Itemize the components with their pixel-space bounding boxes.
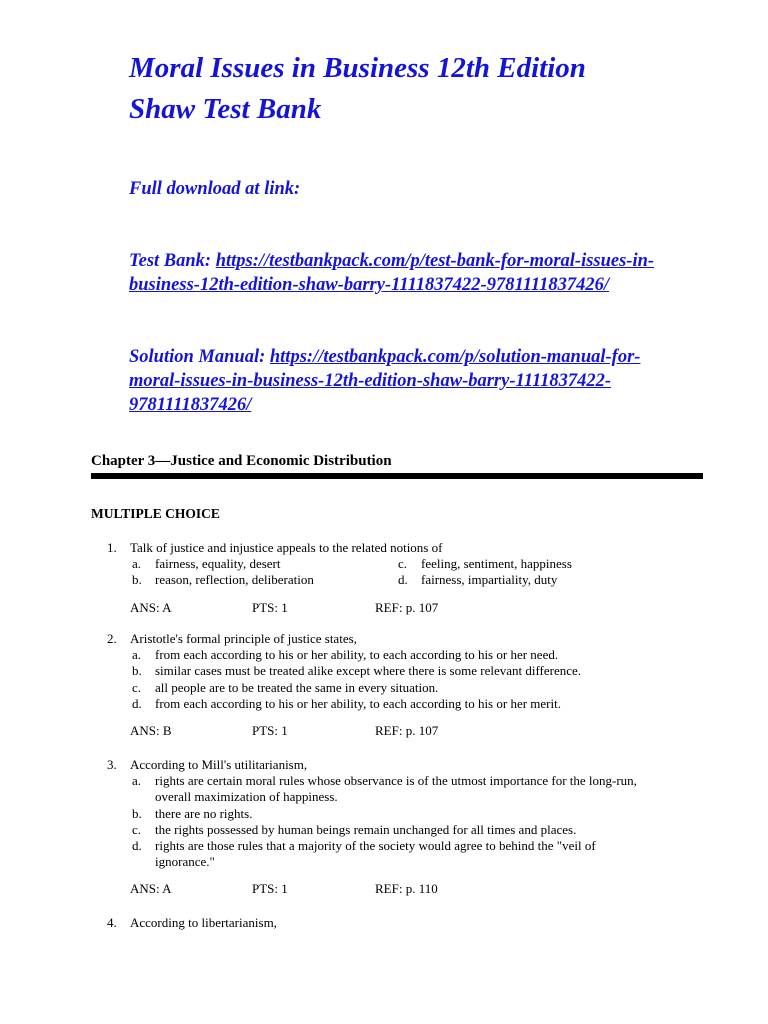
- reference: REF: p. 107: [375, 722, 439, 738]
- option-letter: b.: [132, 663, 142, 679]
- answer: ANS: B: [130, 722, 172, 738]
- question-number: 3.: [107, 757, 117, 772]
- download-label: Full download at link:: [129, 179, 301, 199]
- question-number: 1.: [107, 540, 117, 555]
- option-letter: c.: [132, 821, 142, 837]
- option-letter: b.: [132, 572, 142, 588]
- title-line-2: Shaw Test Bank: [129, 93, 322, 125]
- test-bank-link-line-1: https://testbankpack.com/p/test-bank-for-moral-issues-in-: [215, 251, 655, 271]
- reference: REF: p. 107: [375, 599, 439, 615]
- question-text: Talk of justice and injustice appeals to the related notions of: [130, 540, 443, 555]
- option-text: the rights possessed by human beings remain unchanged for all times and places.: [155, 821, 577, 837]
- question-text: Aristotle's formal principle of justice states,: [130, 631, 357, 646]
- solution-manual-block: [129, 345, 719, 417]
- solution-link-line-3: 9781111837426/: [129, 395, 252, 415]
- option-text: from each according to his or her ability, to each according to his or her merit.: [155, 695, 561, 711]
- title-line-1: Moral Issues in Business 12th Edition: [129, 52, 586, 84]
- section-heading: MULTIPLE CHOICE: [91, 506, 220, 521]
- answer: ANS: A: [130, 599, 172, 615]
- points: PTS: 1: [252, 881, 288, 897]
- option-letter: d.: [132, 695, 142, 711]
- answer: ANS: A: [130, 881, 172, 897]
- test-bank-block: [129, 249, 719, 297]
- option-text: feeling, sentiment, happiness: [421, 556, 572, 572]
- answer-line: [91, 723, 711, 739]
- option-letter: d.: [132, 837, 142, 853]
- option-text: fairness, impartiality, duty: [421, 572, 558, 588]
- question-number: 4.: [107, 915, 117, 930]
- question-text: According to libertarianism,: [130, 915, 277, 930]
- option-text: rights are certain moral rules whose observance is of the utmost importance for the long-run, overall maximization of happiness.: [155, 773, 637, 805]
- solution-link-line-2: moral-issues-in-business-12th-edition-shaw-barry-1111837422-: [129, 371, 612, 391]
- option-text: fairness, equality, desert: [155, 556, 281, 572]
- document-title: [129, 48, 729, 130]
- answer-line: [91, 600, 711, 616]
- option-text: reason, reflection, deliberation: [155, 572, 314, 588]
- option-letter: a.: [132, 773, 142, 789]
- test-bank-link-line-2: business-12th-edition-shaw-barry-1111837422-9781111837426/: [129, 275, 610, 295]
- chapter-heading: Chapter 3—Justice and Economic Distribution: [91, 453, 392, 469]
- chapter-divider: [91, 473, 703, 479]
- option-text: rights are those rules that a majority of the society would agree to behind the "veil of ignorance.": [155, 837, 596, 870]
- question-2: [91, 631, 711, 739]
- option-text: there are no rights.: [155, 805, 253, 821]
- option-text: similar cases must be treated alike except where there is some relevant difference.: [155, 663, 582, 679]
- question-4: [91, 915, 711, 931]
- option-letter: d.: [398, 572, 408, 588]
- points: PTS: 1: [252, 722, 288, 738]
- option-text: all people are to be treated the same in every situation.: [155, 679, 439, 695]
- option-letter: a.: [132, 647, 142, 663]
- option-letter: c.: [132, 679, 142, 695]
- solution-link-line-1: https://testbankpack.com/p/solution-manual-for-: [269, 347, 641, 367]
- option-text: from each according to his or her ability, to each according to his or her need.: [155, 647, 559, 663]
- question-number: 2.: [107, 631, 117, 646]
- solution-manual-label: Solution Manual:: [129, 347, 270, 367]
- option-letter: b.: [132, 805, 142, 821]
- question-3: [91, 757, 711, 897]
- option-letter: c.: [398, 556, 408, 572]
- points: PTS: 1: [252, 599, 288, 615]
- reference: REF: p. 110: [375, 881, 438, 897]
- question-text: According to Mill's utilitarianism,: [130, 757, 308, 772]
- option-letter: a.: [132, 556, 142, 572]
- test-bank-label: Test Bank:: [129, 251, 216, 271]
- question-1: [91, 540, 711, 616]
- answer-line: [91, 881, 711, 897]
